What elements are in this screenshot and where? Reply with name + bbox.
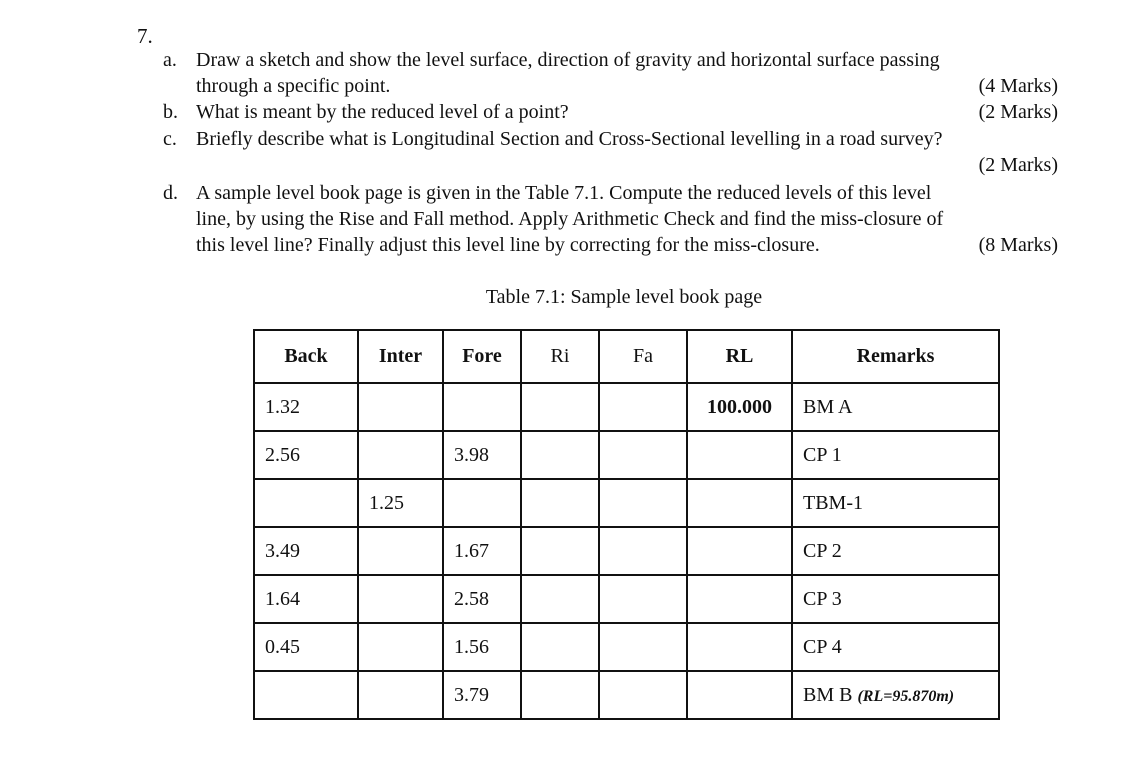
cell-fa xyxy=(599,623,687,671)
cell-back: 3.49 xyxy=(254,527,358,575)
remark-text: TBM-1 xyxy=(803,491,863,514)
item-letter: d. xyxy=(163,182,178,204)
cell-remarks xyxy=(792,575,999,623)
cell-fore: 3.98 xyxy=(443,431,521,479)
cell-fore: 1.56 xyxy=(443,623,521,671)
table-caption: Table 7.1: Sample level book page xyxy=(485,286,763,308)
item-line: Briefly describe what is Longitudinal Section and Cross-Sectional levelling in a road survey? xyxy=(196,128,943,150)
cell-remarks xyxy=(792,527,999,575)
cell-back xyxy=(254,671,358,719)
item-letter: c. xyxy=(163,128,177,150)
cell-rl xyxy=(687,623,792,671)
cell-ri xyxy=(521,575,599,623)
cell-fore: 3.79 xyxy=(443,671,521,719)
item-letter: b. xyxy=(163,101,178,123)
cell-rl xyxy=(687,431,792,479)
question-number: 7. xyxy=(137,24,153,48)
remark-text: BM A xyxy=(803,395,853,418)
table-row xyxy=(254,479,999,527)
item-line: A sample level book page is given in the Table 7.1. Compute the reduced levels of this level xyxy=(196,182,932,204)
table-row xyxy=(254,431,999,479)
cell-rl xyxy=(687,527,792,575)
table-row xyxy=(254,623,999,671)
cell-fore xyxy=(443,383,521,431)
table-row xyxy=(254,671,999,719)
table-header-row xyxy=(254,330,999,383)
remark-text: CP 1 xyxy=(803,443,842,466)
question-item-c xyxy=(163,126,1058,178)
header-inter: Inter xyxy=(358,330,443,383)
cell-back: 1.32 xyxy=(254,383,358,431)
item-line-with-marks xyxy=(163,99,1058,125)
header-remarks: Remarks xyxy=(792,330,999,383)
cell-ri xyxy=(521,431,599,479)
cell-inter xyxy=(358,527,443,575)
question-item-a xyxy=(163,47,1058,99)
cell-fore: 1.67 xyxy=(443,527,521,575)
cell-back: 2.56 xyxy=(254,431,358,479)
item-marks: (8 Marks) xyxy=(978,234,1058,256)
table-row xyxy=(254,575,999,623)
remark-text: CP 2 xyxy=(803,539,842,562)
cell-fa xyxy=(599,575,687,623)
table-row xyxy=(254,383,999,431)
cell-remarks xyxy=(792,671,999,719)
cell-rl xyxy=(687,479,792,527)
cell-inter xyxy=(358,575,443,623)
cell-back xyxy=(254,479,358,527)
cell-ri xyxy=(521,383,599,431)
cell-inter xyxy=(358,671,443,719)
cell-fa xyxy=(599,383,687,431)
remark-note: (RL=95.870m) xyxy=(857,687,955,705)
cell-remarks xyxy=(792,431,999,479)
cell-rl xyxy=(687,575,792,623)
header-fa: Fa xyxy=(599,330,687,383)
cell-rl: 100.000 xyxy=(687,383,792,431)
table-row xyxy=(254,527,999,575)
cell-ri xyxy=(521,479,599,527)
question-item-b xyxy=(163,99,1058,125)
cell-fore xyxy=(443,479,521,527)
header-back: Back xyxy=(254,330,358,383)
question-item-d xyxy=(163,180,1058,258)
remark-text: BM B xyxy=(803,683,853,706)
header-fore: Fore xyxy=(443,330,521,383)
item-marks: (2 Marks) xyxy=(978,101,1058,123)
item-marks: (2 Marks) xyxy=(978,154,1058,176)
cell-ri xyxy=(521,671,599,719)
remark-text: CP 4 xyxy=(803,635,842,658)
item-line-with-marks xyxy=(163,232,1058,258)
cell-fa xyxy=(599,479,687,527)
remark-text: CP 3 xyxy=(803,587,842,610)
cell-remarks xyxy=(792,479,999,527)
cell-ri xyxy=(521,623,599,671)
item-line: Draw a sketch and show the level surface, direction of gravity and horizontal surface passing xyxy=(196,49,940,71)
item-letter: a. xyxy=(163,49,177,71)
cell-fore: 2.58 xyxy=(443,575,521,623)
item-line: this level line? Finally adjust this level line by correcting for the miss-closure. xyxy=(196,234,820,256)
item-line-with-marks xyxy=(163,73,1058,99)
header-rl: RL xyxy=(687,330,792,383)
cell-inter xyxy=(358,623,443,671)
item-marks-row xyxy=(163,152,1058,178)
cell-fa xyxy=(599,671,687,719)
level-book-table xyxy=(253,329,1000,720)
item-line: What is meant by the reduced level of a point? xyxy=(196,101,569,123)
header-ri: Ri xyxy=(521,330,599,383)
cell-ri xyxy=(521,527,599,575)
cell-inter xyxy=(358,383,443,431)
cell-back: 0.45 xyxy=(254,623,358,671)
cell-inter xyxy=(358,431,443,479)
cell-back: 1.64 xyxy=(254,575,358,623)
item-line: through a specific point. xyxy=(196,75,391,97)
cell-inter: 1.25 xyxy=(358,479,443,527)
cell-remarks xyxy=(792,383,999,431)
item-marks: (4 Marks) xyxy=(978,75,1058,97)
cell-rl xyxy=(687,671,792,719)
cell-fa xyxy=(599,527,687,575)
item-line: line, by using the Rise and Fall method. Apply Arithmetic Check and find the miss-closure of xyxy=(196,208,944,230)
cell-fa xyxy=(599,431,687,479)
cell-remarks xyxy=(792,623,999,671)
